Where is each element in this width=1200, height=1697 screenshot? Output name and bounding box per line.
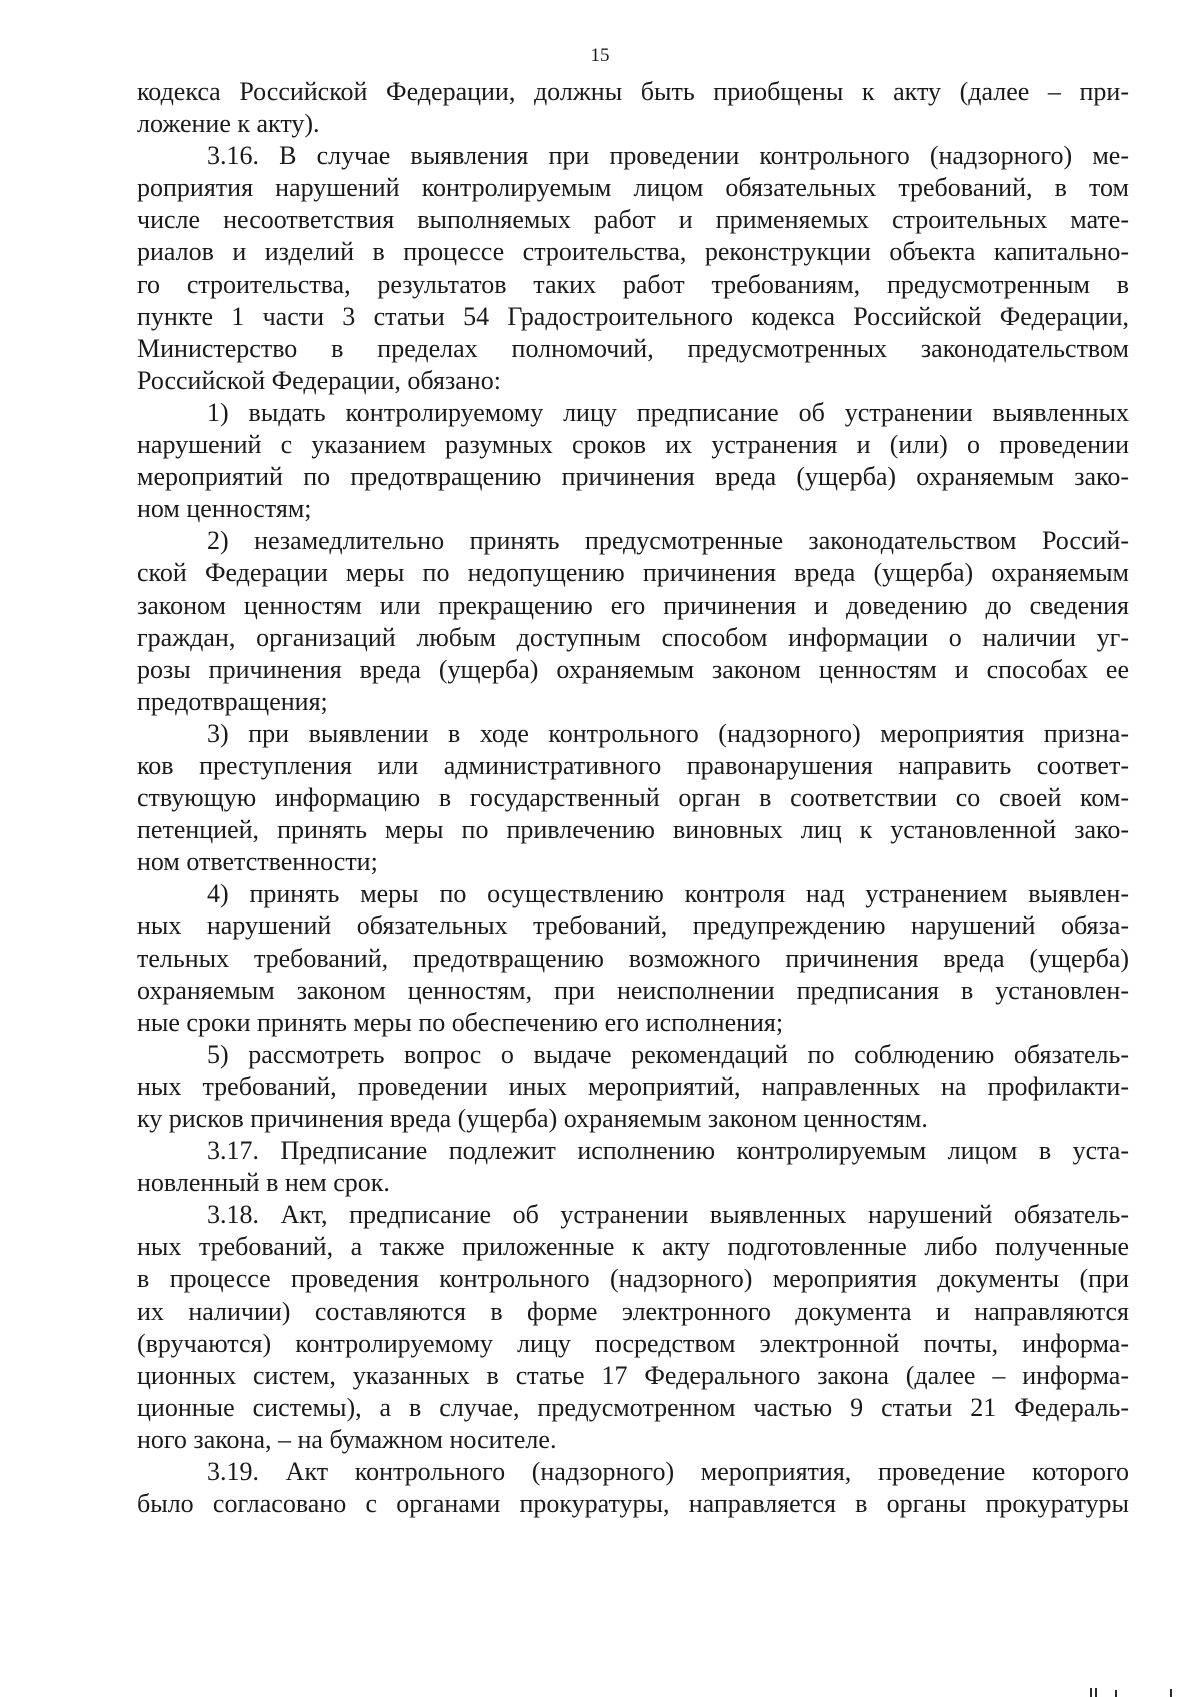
text-line: ных нарушений обязательных требований, предупреждению нарушений обяза- xyxy=(137,911,1129,941)
scan-artifact xyxy=(1090,1688,1092,1697)
scan-artifact xyxy=(1115,1690,1117,1697)
text-line: 3.16. В случае выявления при проведении контрольного (надзорного) ме- xyxy=(207,141,1129,171)
text-line: петенцией, принять меры по привлечению виновных лиц к установленной зако- xyxy=(137,815,1129,845)
text-line: 4) принять меры по осуществлению контроля над устранением выявлен- xyxy=(207,879,1129,909)
text-line: (вручаются) контролируемому лицу посредством электронной почты, информа- xyxy=(137,1328,1129,1358)
text-line: ные сроки принять меры по обеспечению его исполнения; xyxy=(137,1007,784,1037)
text-line: их наличии) составляются в форме электронного документа и направляются xyxy=(137,1296,1129,1326)
text-line: в процессе проведения контрольного (надзорного) мероприятия документы (при xyxy=(137,1264,1129,1294)
text-line: ствующую информацию в государственный орган в соответствии со своей ком- xyxy=(137,783,1129,813)
text-line: Министерство в пределах полномочий, предусмотренных законодательством xyxy=(137,333,1129,363)
text-line: ционные системы), а в случае, предусмотренном частью 9 статьи 21 Федераль- xyxy=(137,1392,1129,1422)
text-line: Российской Федерации, обязано: xyxy=(137,365,501,395)
text-line: ложение к акту). xyxy=(137,109,320,139)
text-line: 3) при выявлении в ходе контрольного (надзорного) мероприятия призна- xyxy=(207,718,1129,748)
text-line: ков преступления или административного правонарушения направить соответ- xyxy=(137,750,1129,780)
text-line: ного закона, – на бумажном носителе. xyxy=(137,1424,557,1454)
text-line: кодекса Российской Федерации, должны быть приобщены к акту (далее – при- xyxy=(137,77,1129,106)
text-line: ном ценностям; xyxy=(137,494,312,524)
text-line: розы причинения вреда (ущерба) охраняемым законом ценностям и способах ее xyxy=(137,654,1129,684)
text-line: роприятия нарушений контролируемым лицом обязательных требований, в том xyxy=(137,173,1129,203)
text-line: новленный в нем срок. xyxy=(137,1168,390,1198)
text-line: законом ценностям или прекращению его причинения и доведению до сведения xyxy=(137,590,1129,620)
text-line: мероприятий по предотвращению причинения вреда (ущерба) охраняемым зако- xyxy=(137,462,1129,492)
text-line: ку рисков причинения вреда (ущерба) охраняемым законом ценностям. xyxy=(137,1104,928,1133)
text-line: 3.18. Акт, предписание об устранении выявленных нарушений обязатель- xyxy=(207,1200,1129,1230)
scan-artifact xyxy=(1170,1689,1172,1697)
text-line: тельных требований, предотвращению возможного причинения вреда (ущерба) xyxy=(137,943,1129,973)
text-line: предотвращения; xyxy=(137,686,328,716)
text-line: 3.19. Акт контрольного (надзорного) мероприятия, проведение которого xyxy=(207,1457,1129,1487)
page-number: 15 xyxy=(590,45,610,66)
text-line: ской Федерации меры по недопущению причинения вреда (ущерба) охраняемым xyxy=(137,558,1129,588)
text-line: 3.17. Предписание подлежит исполнению контролируемым лицом в уста- xyxy=(207,1136,1129,1166)
text-line: охраняемым законом ценностям, при неисполнении предписания в установлен- xyxy=(137,975,1129,1005)
text-line: риалов и изделий в процессе строительства, реконструкции объекта капитально- xyxy=(137,237,1129,267)
scan-artifact xyxy=(1095,1688,1097,1697)
text-line: 5) рассмотреть вопрос о выдаче рекомендаций по соблюдению обязатель- xyxy=(207,1039,1129,1069)
text-line: 1) выдать контролируемому лицу предписание об устранении выявленных xyxy=(207,397,1129,427)
text-line: 2) незамедлительно принять предусмотренные законодательством Россий- xyxy=(207,526,1129,556)
text-line: пункте 1 части 3 статьи 54 Градостроительного кодекса Российской Федерации, xyxy=(137,301,1129,331)
text-line: ционных систем, указанных в статье 17 Федерального закона (далее – информа- xyxy=(137,1360,1129,1390)
text-line: нарушений с указанием разумных сроков их устранения и (или) о проведении xyxy=(137,430,1129,460)
text-line: го строительства, результатов таких работ требованиям, предусмотренным в xyxy=(137,269,1129,299)
text-line: ном ответственности; xyxy=(137,847,378,877)
document-body xyxy=(137,76,1129,1520)
text-line: граждан, организаций любым доступным способом информации о наличии уг- xyxy=(137,622,1129,652)
text-line: было согласовано с органами прокуратуры, направляется в органы прокуратуры xyxy=(137,1489,1129,1519)
text-line: ных требований, а также приложенные к акту подготовленные либо полученные xyxy=(137,1232,1129,1262)
text-line: числе несоответствия выполняемых работ и применяемых строительных мате- xyxy=(137,205,1129,235)
text-line: ных требований, проведении иных мероприятий, направленных на профилакти- xyxy=(137,1071,1129,1101)
